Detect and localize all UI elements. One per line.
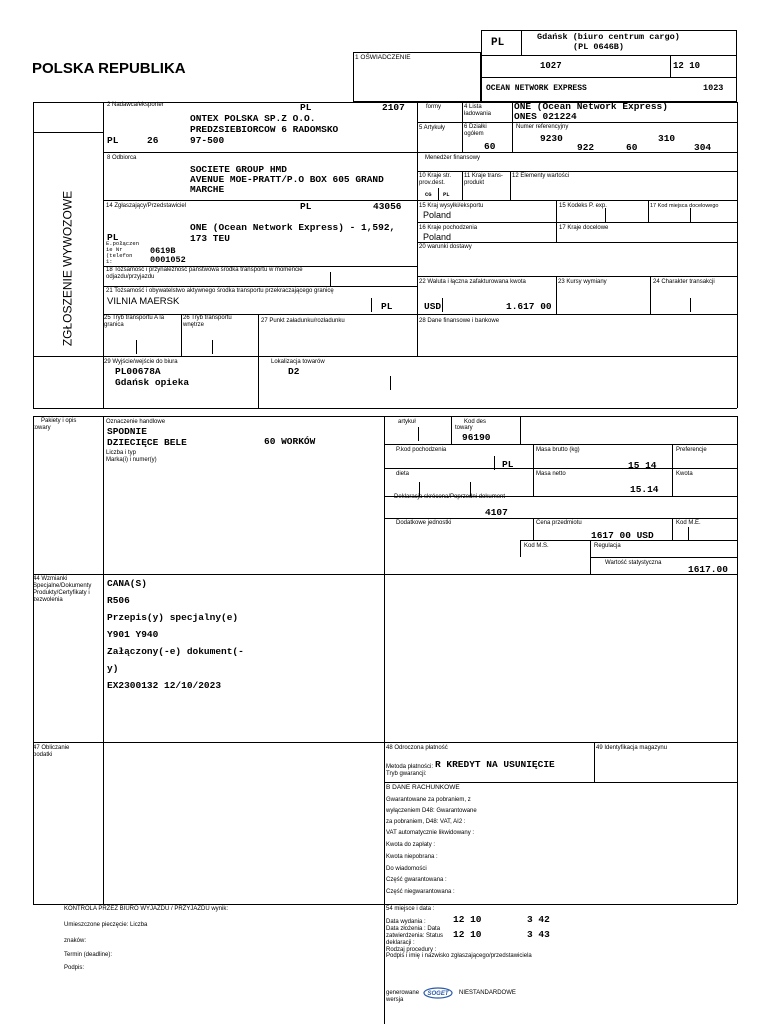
boxB-r6: Kwota niepobrana : [386,854,438,860]
exporter-postcode: 97-500 [190,135,225,146]
box26-label2: wnętrze [183,322,205,328]
box49-label: 49 Identyfikacja magazynu [596,745,668,751]
box46-label: Wartość statystyczna [605,560,662,566]
box54-r6: Podpis i imię i nazwisko zgłaszającego/przedstawiciela [386,953,532,959]
previous-document: 4107 [485,507,508,518]
consignee-city: MARCHE [190,184,225,195]
special-mention-7: EX2300132 12/10/2023 [107,680,222,691]
box17a-label: 17 Kod miejsca docelowego [650,203,719,209]
special-mention-3: Przepis(y) specjalny(e) [107,612,239,623]
reference-v3: 922 [577,142,595,153]
page-title: POLSKA REPUBLIKA [32,60,186,77]
box25-label1: 25 Tryb transportu A la [104,315,165,321]
box48-sub2: Tryb gwarancji: [386,771,427,777]
special-mention-1: CANA(S) [107,578,147,589]
soget-logo [423,986,453,998]
control-seals: Umieszczone pieczęcie: Liczba [64,922,148,928]
nonstandard-label: NIESTANDARDOWE [459,990,516,996]
box44-label2: Specjalne/Dokumenty [33,583,92,589]
box34-label: P.kod pochodzenia [396,447,447,453]
origin-country: Poland [423,232,452,242]
box5-label: 5 Artykuły [419,125,446,131]
box17-label: 17 Kraje docelowe [559,225,609,231]
box39-label: Kwota [676,471,693,477]
box43c-label: Regulacja [594,543,621,549]
box44-label1: 44 Wzmianki [33,576,68,582]
box28-label: 28 Dane finansowe i bankowe [419,318,500,324]
box36-label: Preferencje [676,447,707,453]
box54-label: 54 miejsce i data : [386,906,435,912]
customs-office-code: (PL 0646B) [573,42,625,52]
goods-desc-1: SPODNIE [107,426,147,437]
box26-label1: 26 Tryb transportu [183,315,232,321]
box48-sub1: Metoda płatności: [386,764,434,770]
box47-label2: podatki [33,752,53,758]
declarant-teu: 173 TEU [190,233,230,244]
box38-label: Masa netto [536,471,566,477]
version-label: wersja [386,997,404,1003]
customs-office-name: Gdańsk (biuro centrum cargo) [537,32,680,42]
box23-label: 23 Kursy wymiany [558,279,607,285]
box6-label2: ogółem [464,131,484,137]
box14-label: 14 Zgłaszający/Przedstawiciel [106,203,187,209]
box10-label2: prov.dest. [419,180,445,186]
box29-label: 29 Wyjście/wejście do biura [104,359,178,365]
box25-label2: granica [104,322,124,328]
exporter-address: PREDZSIEBIORCOW 6 RADOMSKO [190,124,339,135]
net-mass: 15.14 [630,484,659,495]
dispatch-country-code: CG [425,191,432,198]
active-transport-name: VILNIA MAERSK [107,296,180,307]
control-marks: znaków: [64,938,87,944]
soget-logo-text: SOGET [427,991,449,998]
reference-v2: 310 [658,133,676,144]
box33-label1: Kod des [464,419,487,425]
box11-label2: produkt [464,180,485,186]
declarant-small3: (telefon [106,252,133,259]
box10-label1: 10 Kraje str. [419,173,452,179]
accept-time: 3 43 [527,929,550,940]
box8-label: 8 Odbiorca [107,155,137,161]
box54-issue-label: Data wydania : [386,919,426,925]
boxB-r1: Gwarantowane za pobraniem, z [386,797,471,803]
control-title: KONTROLA PRZEZ BIURO WYJAZDU / PRZYJAZDU wynik: [64,906,229,912]
box14-number: 43056 [373,201,402,212]
box2-label: 2 Nadawca/eksporter [107,102,164,108]
consignee-address: AVENUE MOE-PRATT/P.O BOX 605 GRAND [190,174,384,185]
box54-r4: deklaracji : [386,940,415,946]
accept-date: 12 10 [453,929,482,940]
box15-label: 15 Kraj wysyłki/eksportu [419,203,484,209]
goods-location: D2 [288,366,300,377]
carrier-name: OCEAN NETWORK EXPRESS [486,84,587,93]
box54-r3: zatwierdzenia: Status [386,933,444,939]
declaration-label: 1 OŚWIADCZENIE [355,54,411,61]
box11-label1: 11 Kraje trans- [464,173,503,179]
boxB-title: B DANE RACHUNKOWE [386,784,460,791]
boxB-r2: wyłączeniem D48: Gwarantowane [386,808,477,814]
declarant-name: ONE (Ocean Network Express) - 1,592, [190,222,396,233]
box14-country: PL [300,201,312,212]
declarant-small2: ie Nr [106,246,123,253]
box41-label: Dodatkowe jednostki [396,520,452,526]
exporter-name: ONTEX POLSKA SP.Z O.O. [190,113,316,124]
box20-label: 20 warunki dostawy [419,244,472,250]
box40-label: Deklaracja skrócona/Poprzedni dokument [394,494,506,500]
box7-label: Numer referencyjny [516,124,569,130]
boxB-r3: za pobraniem, D48: VAT, AI2 : [386,819,466,825]
declarant-small1: E.połączen [106,240,140,247]
box44-label4: zezwolenia [33,597,63,603]
goods-desc-2: DZIECIĘCE BELE [107,437,187,448]
payment-method: R KREDYT NA USUNIĘCIE [435,759,555,770]
box6-label1: 6 Działki [464,124,487,130]
boxB-r5: Kwota do zapłaty : [386,842,436,848]
statistical-value: 1617.00 [688,564,728,575]
invoice-currency: USD [424,301,442,312]
box54-r2: Data złożenia : Data [386,926,441,932]
box4-label2: ładowania [464,111,492,117]
exit-office-name: Gdańsk opieka [115,377,190,388]
special-mention-4: Y901 Y940 [107,629,159,640]
box42-label: Cena przedmiotu [536,520,582,526]
box31-label2: towary [33,425,51,431]
box18-label1: 18 Tożsamość i przynależność państwowa środka transportu w momencie [106,267,303,273]
declarant-small4: 1: [106,258,113,265]
control-signature: Podpis: [64,965,85,971]
box32-label: artykuł [398,419,416,425]
consignee-name: SOCIETE GROUP HMD [190,164,287,175]
box31-sub3: Marka(i) i numer(y) [106,457,157,463]
box35-label: Masa brutto (kg) [536,447,580,453]
boxB-r4: VAT automatycznie likwidowany : [386,830,475,836]
box2-number: 2107 [382,102,405,113]
commodity-code: 96190 [462,432,491,443]
issue-date: 12 10 [453,914,482,925]
box9-label: Menedżer finansowy [425,155,481,161]
box43b-label: Kod M.S. [524,543,549,549]
box12-label: 12 Elementy wartości [512,173,570,179]
issue-time: 3 42 [527,914,550,925]
box18-label2: odjazdu/przyjazdu [106,274,155,280]
origin-code: PL [502,459,514,470]
item-price: 1617 00 USD [591,530,654,541]
exporter-n26: 26 [147,135,159,146]
control-deadline: Termin (deadline): [64,952,113,958]
box31-sub: Oznaczenie handlowe [106,419,166,425]
header-date: 12 10 [673,61,701,71]
special-mention-2: R506 [107,595,130,606]
side-label: ZGŁOSZENIE WYWOZOWE [60,190,75,347]
box16-label: 16 Kraje pochodzenia [419,225,478,231]
gross-mass: 15 14 [628,460,657,471]
box3-label: formy [426,104,441,110]
box15b-label: 15 Kodeks P. exp. [559,203,607,209]
reference-v4: 60 [626,142,638,153]
box24-label: 24 Charakter transakcji [653,279,715,285]
box2-country: PL [300,102,312,113]
loading-list-carrier: ONE (Ocean Network Express) [514,101,668,112]
exporter-country: PL [107,135,119,146]
generated-label: generowane [386,990,420,996]
box48-label: 48 Odroczona płatność [386,745,448,751]
loading-list-ref: ONES 021224 [514,111,577,122]
box31-label1: Pakiety i opis [41,418,77,424]
box33-label2: towary [455,425,473,431]
declarant-val4: 0001052 [150,255,186,265]
export-country: Poland [423,210,452,220]
box44-label3: Produkty/Certyfikaty i [33,590,90,596]
header-number-1023: 1023 [703,83,724,93]
box37-label: dieta [396,471,410,477]
box54-r5: Rodzaj procedury : [386,947,437,953]
box4-label1: 4 Lista [464,104,482,110]
exit-office-code: PL00678A [115,366,161,377]
invoice-amount: 1.617 00 [506,301,552,312]
declarant-val3: 0619B [150,246,176,256]
special-mention-5: Załączony(-e) dokument(- [107,646,244,657]
country-code: PL [491,37,505,49]
special-mention-6: y) [107,663,119,674]
box27-label: 27 Punkt załadunku/rozładunku [261,318,345,324]
declarant-country: PL [107,232,119,243]
box31-sub2: Liczba i typ [106,450,137,456]
reference-v5: 304 [694,142,712,153]
goods-packages: 60 WORKÓW [264,436,316,447]
box30-label: Lokalizacja towarów [271,359,325,365]
reference-v1: 9230 [540,133,563,144]
boxB-r7: Do wiadomości [386,866,427,872]
box22-label: 22 Waluta i łączna zafakturowana kwota [419,279,526,285]
box47-label1: 47 Obliczanie [33,745,70,751]
active-transport-country: PL [381,301,393,312]
box21-label: 21 Tożsamość i obywatelstwo aktywnego środka transportu przekraczającego granicę [106,288,334,294]
total-packages: 60 [484,141,496,152]
dispatch-country-pl: PL [443,191,450,198]
boxB-r9: Część niegwarantowana : [386,889,455,895]
box43-label: Kod M.E. [676,520,701,526]
header-number-1027: 1027 [540,61,562,71]
boxB-r8: Część gwarantowana : [386,877,447,883]
